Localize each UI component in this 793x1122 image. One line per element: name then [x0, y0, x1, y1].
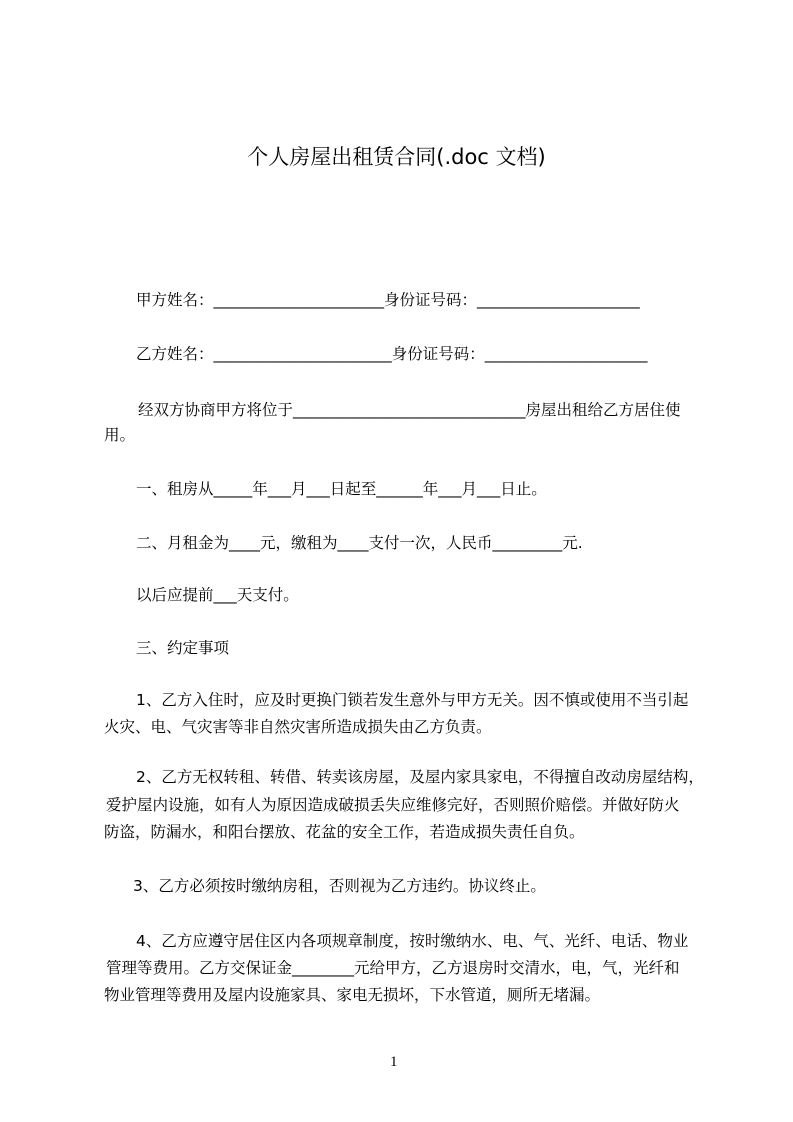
premises-line-cont: 用。 — [104, 426, 136, 444]
item-4-line-3: 物业管理等费用及屋内设施家具、家电无损坏，下水管道，厕所无堵漏。 — [104, 986, 601, 1004]
item-2-line-3: 防盗，防漏水，和阳台摆放、花盆的安全工作，若造成损失责任自负。 — [104, 823, 585, 841]
document-title: 个人房屋出租赁合同(.doc 文档) — [247, 145, 546, 169]
item-2-line-1: 2、乙方无权转租、转借、转卖该房屋，及屋内家具家电，不得擅自改动房屋结构， — [136, 768, 704, 786]
clause-1-term: 一、租房从_____年___月___日起至______年___月___日止。 — [136, 480, 547, 498]
item-4-line-2: 管理等费用。乙方交保证金________元给甲方，乙方退房时交清水，电，气，光纤和 — [106, 959, 680, 977]
item-3-line: 3、乙方必须按时缴纳房租，否则视为乙方违约。协议终止。 — [133, 877, 546, 895]
clause-2-rent: 二、月租金为____元，缴租为____支付一次，人民币_________元. — [136, 534, 583, 552]
clause-3-heading: 三、约定事项 — [136, 639, 230, 657]
page-number: 1 — [390, 1054, 398, 1070]
item-4-line-1: 4、乙方应遵守居住区内各项规章制度，按时缴纳水、电、气、光纤、电话、物业 — [136, 932, 689, 950]
premises-line: 经双方协商甲方将位于______________________________房屋出租给乙方居住使 — [138, 401, 681, 419]
item-1-line-1: 1、乙方入住时，应及时更换门锁若发生意外与甲方无关。因不慎或使用不当引起 — [136, 691, 689, 709]
payment-advance-line: 以后应提前___天支付。 — [136, 586, 299, 604]
party-b-line: 乙方姓名：_______________________身份证号码：_____________________ — [136, 345, 648, 363]
item-2-line-2: 爱护屋内设施，如有人为原因造成破损丢失应维修完好，否则照价赔偿。并做好防火 — [106, 796, 680, 814]
item-1-line-2: 火灾、电、气灾害等非自然灾害所造成损失由乙方负责。 — [104, 718, 492, 736]
party-a-line: 甲方姓名：______________________身份证号码：_____________________ — [136, 291, 640, 309]
